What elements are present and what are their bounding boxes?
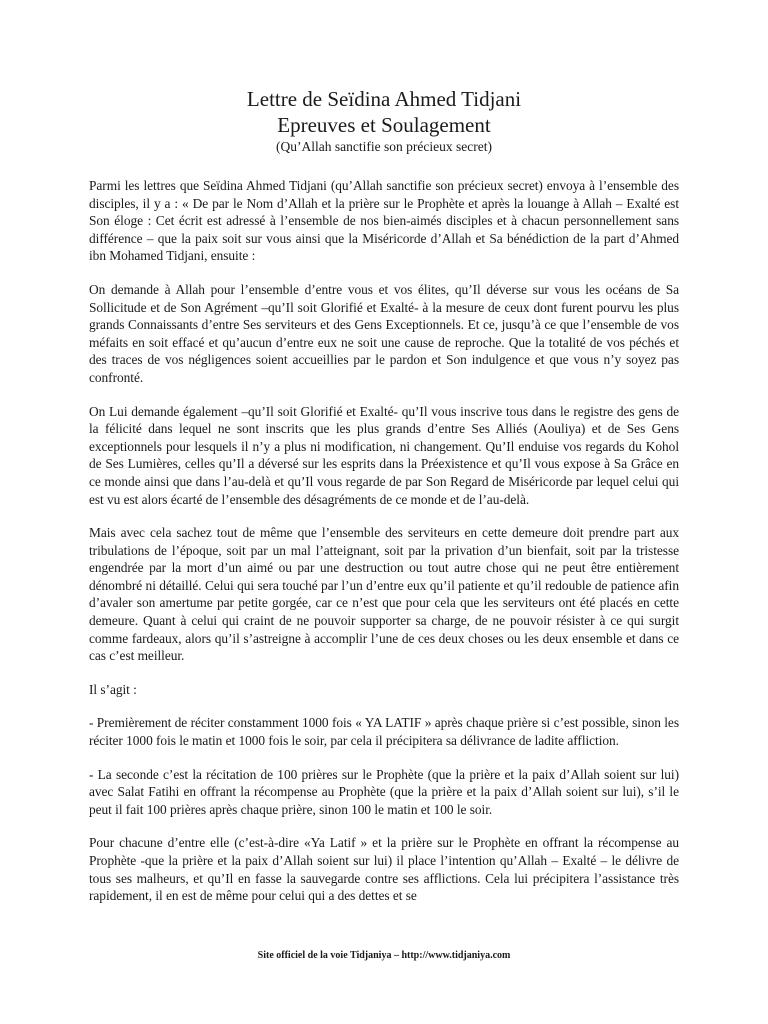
document-title-line2: Epreuves et Soulagement (277, 113, 491, 137)
paragraph: Parmi les lettres que Seïdina Ahmed Tidjani (qu’Allah sanctifie son précieux secret) envoya à l’ensemble des disciples, il y a : « De par le Nom d’Allah et la prière sur le Prophète et après la louange à Allah – Exalté est Son éloge : Cet écrit est adressé à l’ensemble de nos bien-aimés disciples et à chacun personnellement sans différence – que la paix soit sur vous ainsi que la Miséricorde d’Allah et Sa bénédiction de la part d’Ahmed ibn Mohamed Tidjani, ensuite : (89, 178, 679, 264)
paragraph: Il s’agit : (89, 681, 137, 697)
document-subtitle: (Qu’Allah sanctifie son précieux secret) (276, 139, 492, 154)
document-title-line1: Lettre de Seïdina Ahmed Tidjani (246, 87, 522, 111)
page-footer: Site officiel de la voie Tidjaniya – http://www.tidjaniya.com (257, 950, 511, 961)
paragraph: On Lui demande également –qu’Il soit Glorifié et Exalté- qu’Il vous inscrive tous dans le registre des gens de la félicité dans lequel ne sont inscrits que les plus grands d’entre Ses Alliés (Aouliya) et de Ses Gens exceptionnels pour lesquels il n’y a plus ni modification, ni changement. Qu’Il enduise vos regards du Kohol de Ses Lumières, celles qu’Il a déversé sur les esprits dans la Préexistence et qu’Il vous expose à Sa Grâce en ce monde ainsi que dans l’au-delà et qu’Il vous regarde de par Son Regard de Miséricorde par lequel celui qui est vu est alors écarté de l’ensemble des désagréments de ce monde et de l’au-delà. (89, 403, 679, 507)
paragraph: - Premièrement de réciter constamment 1000 fois « YA LATIF » après chaque prière si c’est possible, sinon les réciter 1000 fois le matin et 1000 fois le soir, par cela il précipitera sa délivrance de ladite affliction. (89, 715, 679, 749)
paragraph: - La seconde c’est la récitation de 100 prières sur le Prophète (que la prière et la paix d’Allah soient sur lui) avec Salat Fatihi en offrant la récompense au Prophète (que la prière et la paix d’Allah soient sur lui), s’il le peut il fait 100 prières après chaque prière, sinon 100 le matin et 100 le soir. (89, 766, 679, 817)
paragraph: Mais avec cela sachez tout de même que l’ensemble des serviteurs en cette demeure doit prendre part aux tribulations de l’époque, soit par un mal l’atteignant, soit par la privation d’un bienfait, soit par la tristesse engendrée par la mort d’un aimé ou par une destruction ou tout autre chose qui ne peut être entièrement dénombré ni détaillé. Celui qui sera touché par l’un d’entre eux qu’il patiente et qu’il redouble de patience afin d’avaler son amertume par petite gorgée, car ce n’est que pour cela que les serviteurs ont été placés en cette demeure. Quant à celui qui craint de ne pouvoir supporter sa charge, de ne pouvoir résister à ce qui surgit comme fardeaux, alors qu’il s’astreigne à accomplir l’une de ces deux choses ou les deux ensemble et dans ce cas c’est meilleur. (89, 525, 679, 664)
paragraph: Pour chacune d’entre elle (c’est-à-dire «Ya Latif » et la prière sur le Prophète en offrant la récompense au Prophète -que la prière et la paix d’Allah soient sur lui) il place l’intention qu’Allah – Exalté – le délivre de tous ses malheurs, et qu’Il en fasse la sauvegarde contre ses afflictions. Cela lui précipitera l’assistance très rapidement, il en est de même pour celui qui a des dettes et se (89, 835, 679, 904)
document-page (89, 86, 679, 921)
paragraph: On demande à Allah pour l’ensemble d’entre vous et vos élites, qu’Il déverse sur vous les océans de Sa Sollicitude et de Son Agrément –qu’Il soit Glorifié et Exalté- à la mesure de ceux dont furent pourvu les plus grands Connaissants d’entre Ses serviteurs et des Gens Exceptionnels. Et ce, jusqu’à ce que l’ensemble de vos méfaits en soit effacé et qu’aucun d’entre eux ne soit une cause de reproche. Que la totalité de vos péchés et des traces de vos négligences soient accueillies par le pardon et Son indulgence et que vous n’y soyez pas confronté. (89, 281, 679, 385)
